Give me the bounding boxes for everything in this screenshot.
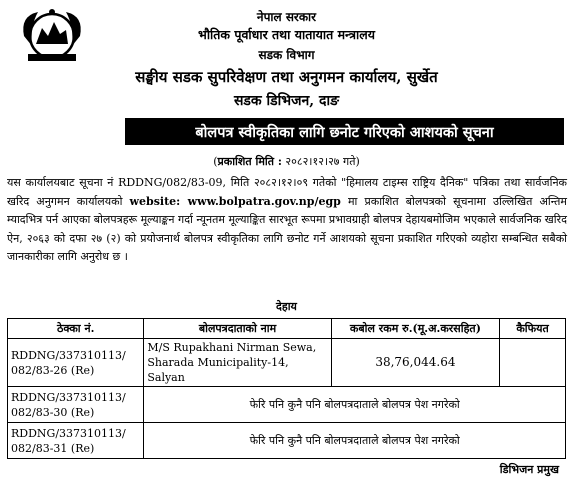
table-row <box>8 387 566 423</box>
bid-table <box>7 318 566 459</box>
contract-number-line2: 082/83-31 (Re) <box>11 441 95 455</box>
bidder-name-line2: Sharada Municipality-14, Salyan <box>147 356 289 384</box>
contract-number-cell <box>8 387 144 423</box>
table-row <box>8 423 566 459</box>
contract-number-cell <box>8 339 144 387</box>
header-bidder-name: बोलपत्रदाताको नाम <box>144 319 331 339</box>
body-part-2: मा प्रकाशित बोलपत्रको सूचनामा उल्लिखित अन्तिम म्यादभित्र पर्न आएका बोलपत्रहरू मूल्याङ्कन गर्दा न्यूनतम मूल्याङ्कित सारभूत रूपमा प्रभावग्राही बोलपत्र देहायबमोजिम भएकाले सार्वजनिक खरिद ऐन, २०६३ को दफा २७ (२) को प्रयोजनार्थ बोलपत्र स्वीकृतिका लागि छनोट गर्ने आशयको सूचना प्रकाशित गरिएको व्यहोरा सम्बन्धित सबैको जानकारीका लागि अनुरोध छ । <box>7 194 567 263</box>
website-link[interactable]: website: www.bolpatra.gov.np/egp <box>129 194 341 208</box>
header-line-department: सडक विभाग <box>258 48 315 62</box>
header-line-division: सडक डिभिजन, दाङ <box>233 93 340 109</box>
annex-label: देहाय <box>276 300 297 313</box>
signature-title: डिभिजन प्रमुख <box>499 463 559 476</box>
bidder-name-line1: M/S Rupakhani Nirman Sewa, <box>147 341 317 354</box>
no-bid-note: फेरि पनि कुनै पनि बोलपत्रदाताले बोलपत्र पेश नगरेको <box>144 387 566 423</box>
contract-number-cell <box>8 423 144 459</box>
contract-number-line2: 082/83-26 (Re) <box>11 363 95 377</box>
header-remarks: कैफियत <box>500 319 566 339</box>
no-bid-note: फेरि पनि कुनै पनि बोलपत्रदाताले बोलपत्र पेश नगरेको <box>144 423 566 459</box>
body-part-1: यस कार्यालयबाट सूचना नं RDDNG/082/83-09, मिति २०८२।१२।०९ गतेको "हिमालय टाइम्स राष्ट्रिय दैनिक" पत्रिका तथा सार्वजनिक खरिद अनुगमन कार्यालयको <box>7 176 567 208</box>
header-line-government: नेपाल सरकार <box>256 10 317 24</box>
remarks-cell <box>500 339 566 387</box>
published-label: प्रकाशित मिति : <box>217 155 282 168</box>
contract-number-line1: RDDNG/337310113/ <box>11 348 126 362</box>
published-open-paren: ( <box>213 155 218 168</box>
header-bid-amount: कबोल रकम रु.(मू.अ.करसहित) <box>331 319 499 339</box>
header-contract-no: ठेक्का नं. <box>8 319 144 339</box>
table-row <box>8 339 566 387</box>
table-header-row <box>8 319 566 339</box>
notice-body <box>7 174 567 267</box>
contract-number-line1: RDDNG/337310113/ <box>11 426 126 440</box>
bid-amount-cell: 38,76,044.64 <box>331 339 499 387</box>
header-line-office: सङ्घीय सडक सुपरिवेक्षण तथा अनुगमन कार्यालय, सुर्खेत <box>135 68 438 86</box>
published-date-value: २०८२।१२।२७ गते <box>285 155 356 168</box>
notice-title-banner <box>125 118 564 145</box>
published-close-paren: ) <box>355 155 360 168</box>
bidder-name-cell <box>144 339 331 387</box>
notice-title: बोलपत्र स्वीकृतिका लागि छनोट गरिएको आशयको सूचना <box>195 123 494 141</box>
header-line-ministry: भौतिक पूर्वाधार तथा यातायात मन्त्रालय <box>198 27 375 42</box>
contract-number-line1: RDDNG/337310113/ <box>11 390 126 404</box>
published-date <box>0 154 573 169</box>
contract-number-line2: 082/83-30 (Re) <box>11 405 95 419</box>
